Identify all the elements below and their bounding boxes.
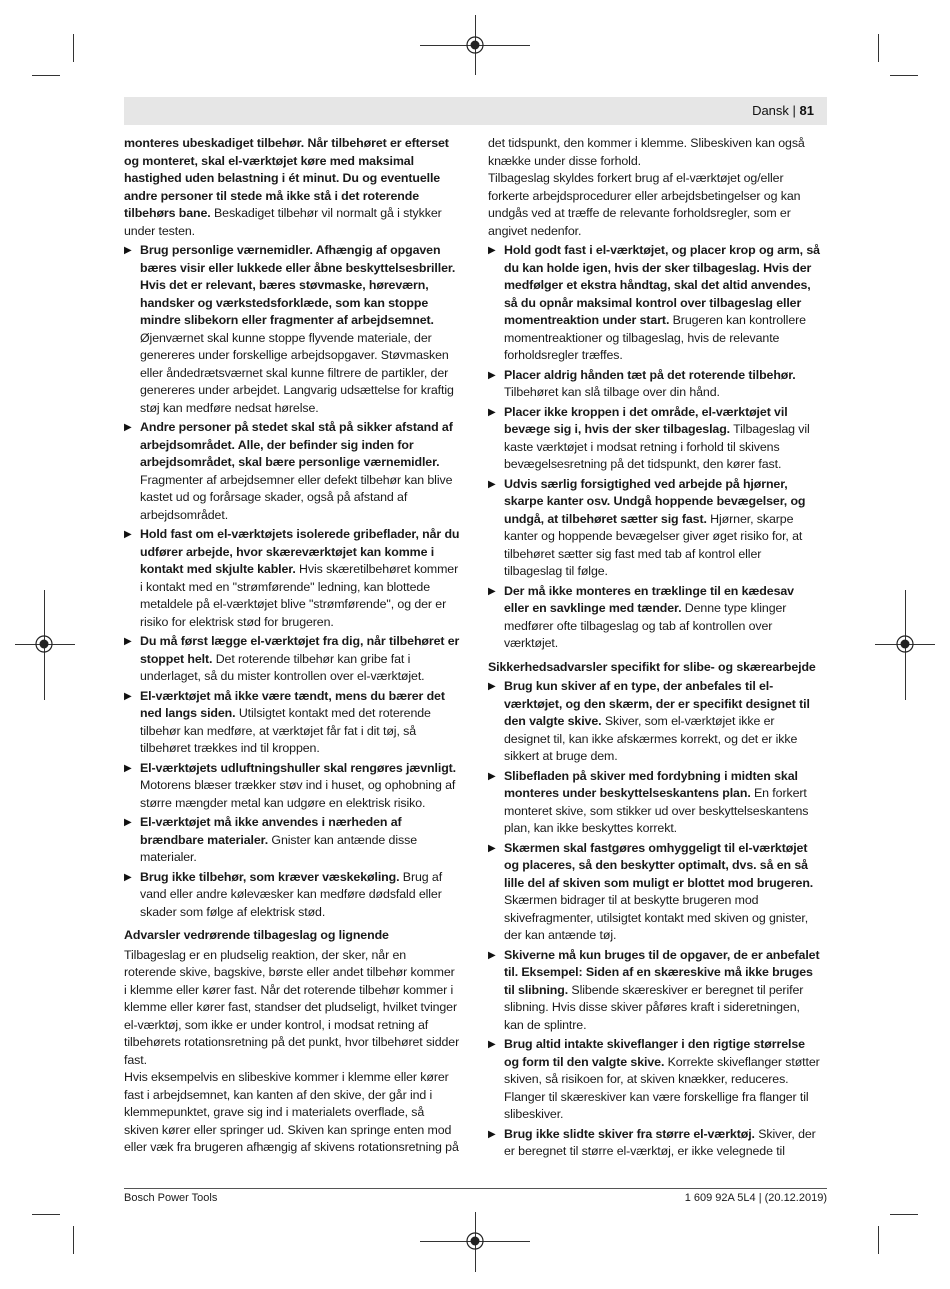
bullet-item <box>488 1036 822 1124</box>
paragraph <box>124 947 460 1070</box>
right-column <box>488 135 822 1161</box>
body-text: Det roterende tilbehør kan gribe fat i underlaget, så du mister kontrollen over el-værktøjet. <box>140 651 425 683</box>
bold-text: Brug ikke tilbehør, som kræver væskekøling. <box>140 869 400 884</box>
bullet-arrow-icon: ▶ <box>488 949 496 961</box>
bullet-item <box>124 688 460 758</box>
header-language: Dansk <box>752 103 789 118</box>
paragraph <box>124 1069 460 1157</box>
bullet-item <box>488 367 822 402</box>
body-text: Motorens blæser trækker støv ind i huset, og ophobning af større mængder metal kan udgøre en elektrisk risiko. <box>140 778 456 810</box>
body-text: Hvis eksempelvis en slibeskive kommer i klemme eller kører fast i arbejdsemnet, kan kanten af den skive, der går ind i klemmepunktet, grave sig ind i materialets overflade, så skiven kører eller springer ud. Skiven kan springe enten mod eller væk fra brugeren afhængig af skivens rotationsretning på <box>124 1070 459 1154</box>
registration-mark-icon <box>464 34 486 56</box>
bold-text: Hold fast om el-værktøjets isolerede gribeflader, når du udfører arbejde, hvor skæreværktøjet kan komme i kontakt med skjulte kabler. <box>140 527 460 576</box>
page-number: 81 <box>799 103 814 118</box>
crop-mark <box>878 34 879 62</box>
bullet-item <box>124 760 460 813</box>
registration-mark-icon <box>33 633 55 655</box>
body-text: Øjenværnet skal kunne stoppe flyvende materiale, der genereres under forskellige arbejdsopgaver. Støvmasken eller åndedrætsværnet skal kunne filtrere de partikler, der genereres under arbejdet. Langvarig udsættelse for kraftig støj kan medføre nedsat hørelse. <box>140 330 454 415</box>
bullet-item <box>124 814 460 867</box>
bullet-item <box>488 1126 822 1161</box>
section-heading: Sikkerhedsadvarsler specifikt for slibe- og skærearbejde <box>488 659 816 674</box>
body-text: Hjørner, skarpe kanter og hoppende bevægelser giver øget risiko for, at tilbehøret sætter sig fast med tab af kontrol eller tilbageslag til følge. <box>504 511 803 578</box>
body-text: Slibende skæreskiver er beregnet til perifer slibning. Hvis disse skiver påføres kraft i sideretningen, kan de splintre. <box>504 982 804 1032</box>
body-text: Gnister kan antænde disse materialer. <box>140 832 417 864</box>
crop-mark <box>890 1214 918 1215</box>
footer-brand: Bosch Power Tools <box>124 1192 218 1204</box>
bullet-arrow-icon: ▶ <box>488 369 496 381</box>
bullet-item <box>124 869 460 922</box>
bullet-item <box>488 768 822 838</box>
bullet-arrow-icon: ▶ <box>124 871 132 883</box>
bold-text: Brug ikke slidte skiver fra større el-værktøj. <box>504 1126 755 1141</box>
bullet-item <box>488 476 822 581</box>
bold-text: Skiverne må kun bruges til de opgaver, de er anbefalet til. Eksempel: Siden af en skæreskive må ikke bruges til slibning. <box>504 947 820 997</box>
bullet-item <box>124 526 460 631</box>
header-band <box>124 97 827 125</box>
bold-text: El-værktøjets udluftningshuller skal rengøres jævnligt. <box>140 760 457 775</box>
bullet-arrow-icon: ▶ <box>124 762 132 774</box>
bullet-item <box>124 633 460 686</box>
left-column <box>124 135 460 1157</box>
body-text: Beskadiget tilbehør vil normalt gå i stykker under testen. <box>124 206 442 238</box>
crop-mark <box>890 75 918 76</box>
registration-mark-icon <box>894 633 916 655</box>
paragraph <box>124 135 460 240</box>
bold-text: Skærmen skal fastgøres omhyggeligt til el-værktøjet og placeres, så den beskytter optimalt, dvs. så en så lille del af skiven som muligt er blottet mod brugeren. <box>504 840 814 890</box>
body-text: Denne type klinger medfører ofte tilbageslag og tab af kontrollen over værktøjet. <box>504 601 787 650</box>
bold-text: Slibefladen på skiver med fordybning i midten skal monteres under beskyttelseskantens plan. <box>504 768 798 800</box>
bold-text: Andre personer på stedet skal stå på sikker afstand af arbejdsområdet. Alle, der befinder sig inden for arbejdsområdet, skal bære personlige værnemidler. <box>140 420 453 469</box>
bold-text: Brug kun skiver af en type, der anbefales til el-værktøjet, og den skærm, der er specifikt designet til den valgte skive. <box>504 679 810 728</box>
bullet-arrow-icon: ▶ <box>124 529 132 540</box>
bullet-arrow-icon: ▶ <box>488 681 496 692</box>
footer-doc-id: 1 609 92A 5L4 | (20.12.2019) <box>684 1192 827 1204</box>
body-text: Tilbageslag vil kaste værktøjet i modsat retning i forhold til skivens bevægelsesretning på det tidspunkt, den kører fast. <box>504 422 810 471</box>
section-heading: Advarsler vedrørende tilbageslag og lignende <box>124 928 389 942</box>
body-text: Fragmenter af arbejdsemner eller defekt tilbehør kan blive kastet ud og forårsage skader, også på afstand af arbejdsområdet. <box>140 472 453 522</box>
bullet-arrow-icon: ▶ <box>124 636 132 647</box>
crop-mark <box>878 1226 879 1254</box>
body-text: Utilsigtet kontakt med det roterende tilbehør kan medføre, at værktøjet får fat i dit tøj, så tilbehøret trækkes ind til kroppen. <box>140 706 431 755</box>
body-text: Skiver, som el-værktøjet ikke er designet til, kan ikke afskærmes korrekt, og det er ikke sikkert at bruge dem. <box>504 714 798 763</box>
bold-text: Placer ikke kroppen i det område, el-værktøjet vil bevæge sig i, hvis der sker tilbageslag. <box>504 404 788 436</box>
bold-text: Placer aldrig hånden tæt på det roterende tilbehør. <box>504 367 796 382</box>
bullet-arrow-icon: ▶ <box>488 406 496 418</box>
registration-mark-icon <box>464 1230 486 1252</box>
bullet-arrow-icon: ▶ <box>124 245 132 256</box>
body-text: Korrekte skiveflanger støtter skiven, så risikoen for, at skiven knækker, reduceres. Flanger til skæreskiver kan være forskellige fra flanger til slibeskiver. <box>504 1054 820 1121</box>
crop-mark <box>32 75 60 76</box>
bold-text: El-værktøjet må ikke være tændt, mens du bærer det ned langs siden. <box>140 688 445 720</box>
body-text: Tilbageslag skyldes forkert brug af el-værktøjet og/eller forkerte arbejdsprocedurer eller arbejdsbetingelser og kan undgås ved at træffe de relevante forholdsregler, som er angivet nedenfor. <box>488 171 801 238</box>
bullet-arrow-icon: ▶ <box>488 1039 496 1050</box>
bullet-item <box>488 947 822 1035</box>
bullet-item <box>488 678 822 766</box>
bullet-item <box>124 242 460 417</box>
bold-text: Hold godt fast i el-værktøjet, og placer krop og arm, så du kan holde igen, hvis der sker tilbageslag. Hvis der medfølger et ekstra håndtag, skal det altid anvendes, så du opnår maksimal kontrol over tilbageslag eller momentreaktion under start. <box>504 243 820 327</box>
bold-text: El-værktøjet må ikke anvendes i nærheden af brændbare materialer. <box>140 815 402 847</box>
bullet-arrow-icon: ▶ <box>124 817 132 828</box>
paragraph <box>488 135 822 170</box>
crop-mark <box>32 1214 60 1215</box>
bullet-arrow-icon: ▶ <box>488 770 496 782</box>
bullet-arrow-icon: ▶ <box>488 1128 496 1140</box>
page-header: Dansk | 81 <box>752 103 814 118</box>
bullet-arrow-icon: ▶ <box>488 245 496 256</box>
body-text: Tilbehøret kan slå tilbage over din hånd. <box>504 385 720 399</box>
body-text: Brugeren kan kontrollere momentreaktioner og tilbageslag, hvis de relevante forholdsregler træffes. <box>504 313 806 362</box>
bullet-arrow-icon: ▶ <box>124 690 132 702</box>
crop-mark <box>73 34 74 62</box>
body-text: det tidspunkt, den kommer i klemme. Slibeskiven kan også knække under disse forhold. <box>488 136 805 168</box>
bold-text: Udvis særlig forsigtighed ved arbejde på hjørner, skarpe kanter osv. Undgå hoppende bevægelser, og undgå, at tilbehøret sætter sig fast. <box>504 476 806 526</box>
crop-mark <box>73 1226 74 1254</box>
body-text: Brug af vand eller andre kølevæsker kan medføre dødsfald eller skader som følge af elektrisk stød. <box>140 869 443 919</box>
paragraph <box>488 170 822 240</box>
bullet-item <box>488 404 822 474</box>
body-text: Skiver, der er beregnet til større el-værktøj, er ikke velegnede til <box>504 1126 816 1158</box>
bullet-item <box>124 419 460 524</box>
bullet-item <box>488 840 822 945</box>
body-text: Tilbageslag er en pludselig reaktion, der sker, når en roterende skive, bagskive, børste eller andet tilbehør kommer i klemme eller kører fast. Når det roterende tilbehør kommer i klemme eller kører fast, standser det pludseligt, hvilket tvinger el-værktøj, som ikke er under kontrol, i modsat retning af tilbehørets rotationsretning på det punkt, hvor tilbehøret sidder fast. <box>124 947 460 1067</box>
bullet-arrow-icon: ▶ <box>488 842 496 854</box>
bold-text: Brug altid intakte skiveflanger i den rigtige størrelse og form til den valgte skive. <box>504 1037 805 1069</box>
footer-rule <box>124 1188 827 1189</box>
bullet-arrow-icon: ▶ <box>488 478 496 490</box>
body-text: Skærmen bidrager til at beskytte brugeren mod skivefragmenter, utilsigtet kontakt med skiven og gnister, der kan antænde tøj. <box>504 893 809 942</box>
bullet-arrow-icon: ▶ <box>488 585 496 597</box>
bold-text: Brug personlige værnemidler. Afhængig af opgaven bæres visir eller lukkede eller åbne beskyttelsesbriller. Hvis det er relevant, bæres støvmaske, høreværn, handsker og værkstedsforklæde, som kan stoppe mindre slibekorn eller fragmenter af arbejdsemnet. <box>140 243 456 327</box>
body-text: Hvis skæretilbehøret kommer i kontakt med en "strømførende" ledning, kan blottede metaldele på el-værktøjet blive "strømførende", og der er risiko for elektrisk stød for brugeren. <box>140 562 459 629</box>
bold-text: monteres ubeskadiget tilbehør. Når tilbehøret er efterset og monteret, skal el-værktøjet køre med maksimal hastighed uden belastning i ét minut. Du og eventuelle andre personer til stede må ikke stå i det roterende tilbehørs bane. <box>124 136 449 220</box>
bold-text: Du må først lægge el-værktøjet fra dig, når tilbehøret er stoppet helt. <box>140 634 460 666</box>
body-text: En forkert monteret skive, som stikker ud over beskyttelseskantens plan, kan ikke beskyttes korrekt. <box>504 786 809 835</box>
bullet-arrow-icon: ▶ <box>124 422 132 433</box>
bold-text: Der må ikke monteres en træklinge til en kædesav eller en savklinge med tænder. <box>504 583 794 615</box>
bullet-item <box>488 583 822 653</box>
bullet-item <box>488 242 822 365</box>
